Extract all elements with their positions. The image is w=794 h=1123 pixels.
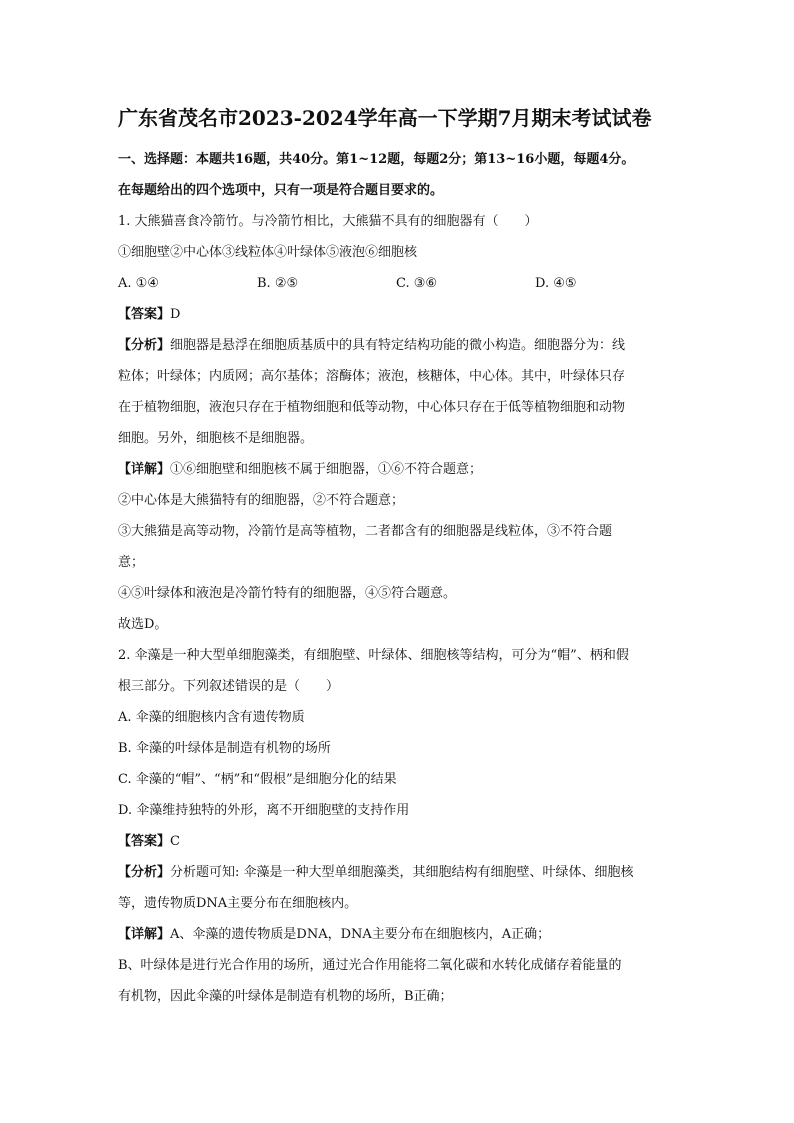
q1-answer-tag: 【答案】 [118, 307, 171, 322]
q2-detail-tag: 【详解】 [118, 927, 171, 942]
q2-option-a: A. 伞藻的细胞核内含有遗传物质 [118, 710, 305, 725]
q2-analysis-line: 等，遗传物质DNA主要分布在细胞核内。 [118, 896, 358, 911]
q2-stem: 根三部分。下列叙述错误的是（ ） [118, 679, 340, 694]
q2-detail-line: 有机物，因此伞藻的叶绿体是制造有机物的场所，B正确； [118, 989, 453, 1004]
q1-option-a: A. ①④ [118, 276, 159, 291]
q2-analysis-text: 分析题可知: 伞藻是一种大型单细胞藻类，其细胞结构有细胞壁、叶绿体、细胞核 [170, 865, 634, 880]
q2-analysis-tag: 【分析】 [118, 865, 171, 880]
q2-option-c: C. 伞藻的“帽”、“柄”和“假根”是细胞分化的结果 [118, 772, 397, 787]
q1-detail-line: 意； [118, 555, 145, 570]
q1-options [118, 268, 674, 299]
q1-analysis-line: 细胞。另外，细胞核不是细胞器。 [118, 431, 314, 446]
q2-detail-text: A、伞藻的遗传物质是DNA，DNA主要分布在细胞核内，A正确； [170, 927, 551, 942]
q1-answer-value: D [170, 307, 181, 322]
q1-detail-line: ②中心体是大熊猫特有的细胞器，②不符合题意； [118, 493, 405, 508]
q1-detail-line: 故选D。 [118, 617, 168, 632]
q1-option-d: D. ④⑤ [535, 276, 577, 291]
section-heading-line-1: 一、选择题：本题共16题，共40分。第1~12题，每题2分；第13~16小题，每题4分。 [118, 152, 635, 167]
q1-detail-text: ①⑥细胞壁和细胞核不属于细胞器，①⑥不符合题意； [170, 462, 483, 477]
q1-items: ①细胞壁②中心体③线粒体④叶绿体⑤液泡⑥细胞核 [118, 245, 418, 260]
q1-analysis-text: 细胞器是悬浮在细胞质基质中的具有特定结构功能的微小构造。细胞器分为：线 [170, 338, 626, 353]
q2-option-b: B. 伞藻的叶绿体是制造有机物的场所 [118, 741, 331, 756]
q2-analysis-line [118, 857, 674, 888]
q1-detail-line [118, 454, 674, 485]
q2-answer-tag: 【答案】 [118, 834, 171, 849]
document-title: 广东省茂名市2023-2024学年高一下学期7月期末考试试卷 [118, 106, 652, 130]
q2-detail-line [118, 919, 674, 950]
q2-answer [118, 826, 674, 857]
q1-analysis-line: 在于植物细胞，液泡只存在于植物细胞和低等动物，中心体只存在于低等植物细胞和动物 [118, 400, 626, 415]
q1-analysis-line: 粒体；叶绿体；内质网；高尔基体；溶酶体；液泡，核糖体，中心体。其中，叶绿体只存 [118, 369, 626, 384]
q1-detail-tag: 【详解】 [118, 462, 171, 477]
q2-detail-line: B、叶绿体是进行光合作用的场所，通过光合作用能将二氧化碳和水转化成储存着能量的 [118, 958, 622, 973]
section-heading-line-2: 在每题给出的四个选项中，只有一项是符合题目要求的。 [118, 183, 444, 198]
q2-stem: 2. 伞藻是一种大型单细胞藻类，有细胞壁、叶绿体、细胞核等结构，可分为“帽”、柄和假 [118, 648, 629, 663]
q2-option-d: D. 伞藻维持独特的外形，离不开细胞壁的支持作用 [118, 803, 410, 818]
q1-option-b: B. ②⑤ [257, 276, 299, 291]
q1-stem: 1. 大熊猫喜食冷箭竹。与冷箭竹相比，大熊猫不具有的细胞器有（ ） [118, 214, 538, 229]
q1-answer [118, 299, 674, 330]
q1-analysis-line [118, 330, 674, 361]
q1-detail-line: ④⑤叶绿体和液泡是冷箭竹特有的细胞器，④⑤符合题意。 [118, 586, 457, 601]
q1-analysis-tag: 【分析】 [118, 338, 171, 353]
q1-detail-line: ③大熊猫是高等动物，冷箭竹是高等植物，二者都含有的细胞器是线粒体，③不符合题 [118, 524, 613, 539]
q2-answer-value: C [170, 834, 180, 849]
q1-option-c: C. ③⑥ [396, 276, 438, 291]
